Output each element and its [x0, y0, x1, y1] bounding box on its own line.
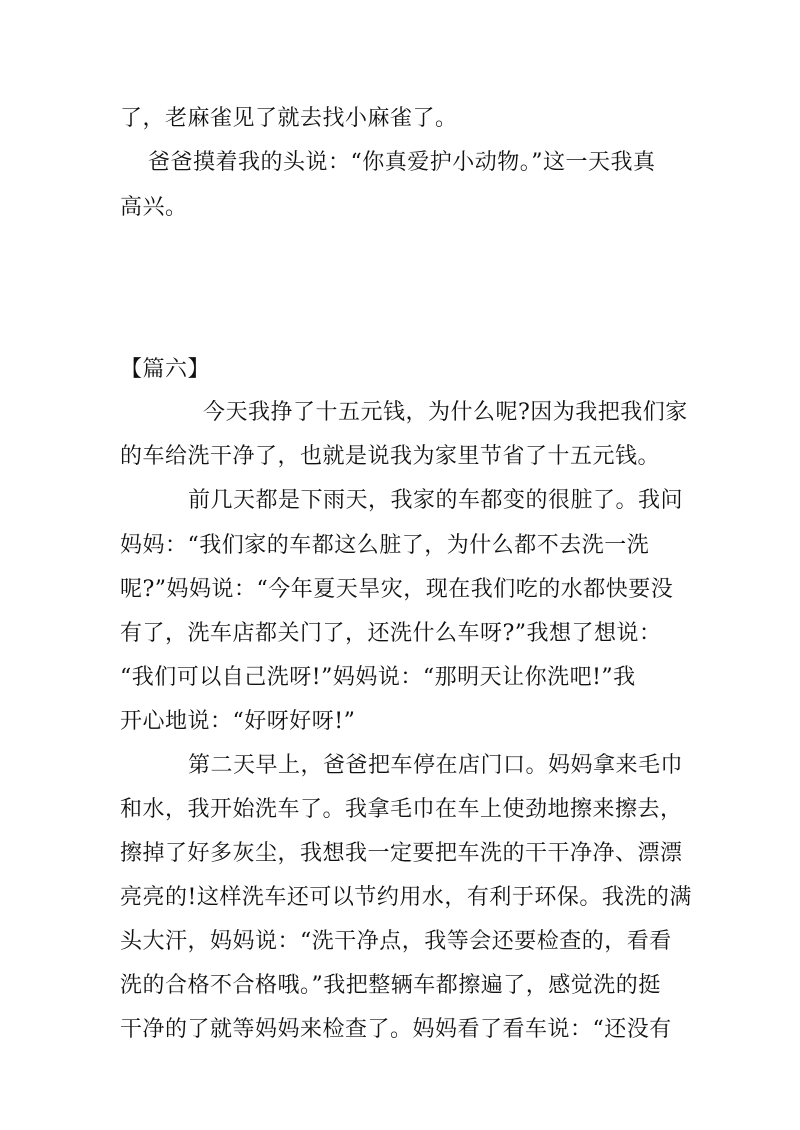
text-line: 亮亮的!这样洗车还可以节约用水，有利于环保。我洗的满 — [120, 885, 692, 910]
text-line: 高兴。 — [120, 195, 188, 220]
text-line: 前几天都是下雨天，我家的车都变的很脏了。我问 — [188, 488, 684, 513]
text-line: 了，老麻雀见了就去找小麻雀了。 — [120, 106, 458, 131]
text-line: 干净的了就等妈妈来检查了。妈妈看了看车说：“还没有 — [120, 1017, 672, 1042]
text-line: 开心地说：“好呀好呀!” — [120, 709, 356, 734]
section-heading: 【篇六】 — [120, 357, 211, 382]
text-line: 第二天早上，爸爸把车停在店门口。妈妈拿来毛巾 — [188, 753, 684, 778]
text-line: 洗的合格不合格哦。”我把整辆车都擦遍了，感觉洗的挺 — [120, 973, 661, 998]
text-line: 有了，洗车店都关门了，还洗什么车呀?”我想了想说： — [120, 621, 662, 646]
text-line: 头大汗，妈妈说：“洗干净点，我等会还要检查的，看看 — [120, 929, 672, 954]
text-line: 擦掉了好多灰尘，我想我一定要把车洗的干干净净、漂漂 — [120, 841, 683, 866]
text-line: 妈妈：“我们家的车都这么脏了，为什么都不去洗一洗 — [120, 533, 650, 558]
text-line: 今天我挣了十五元钱，为什么呢?因为我把我们家 — [203, 400, 688, 425]
text-line: 的车给洗干净了，也就是说我为家里节省了十五元钱。 — [120, 444, 661, 469]
text-line: 爸爸摸着我的头说：“你真爱护小动物。”这一天我真 — [148, 150, 656, 175]
text-line: 呢?”妈妈说：“今年夏天旱灾，现在我们吃的水都快要没 — [120, 577, 674, 602]
text-line: “我们可以自己洗呀!”妈妈说：“那明天让你洗吧!”我 — [120, 665, 636, 690]
text-line: 和水，我开始洗车了。我拿毛巾在车上使劲地擦来擦去， — [120, 797, 683, 822]
